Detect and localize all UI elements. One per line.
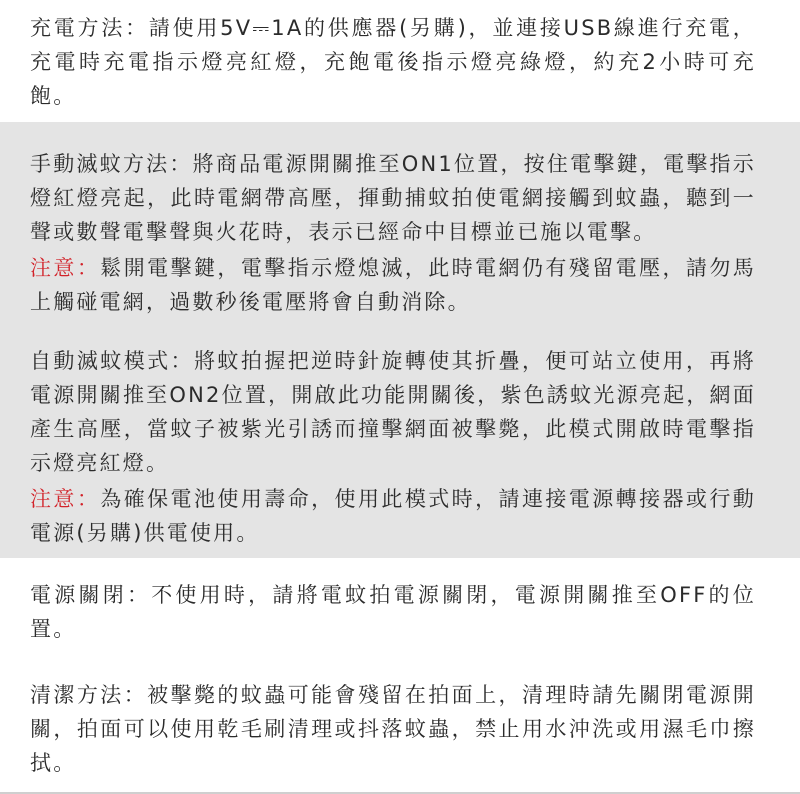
note-text: 鬆開電擊鍵，電擊指示燈熄滅，此時電網仍有殘留電壓，請勿馬上觸碰電網，過數秒後電壓將會自動消除。 bbox=[30, 256, 756, 314]
auto-mode-section bbox=[0, 340, 800, 558]
manual-mode-section bbox=[0, 122, 800, 340]
note-label: 注意： bbox=[30, 487, 101, 511]
cleaning-instructions: 清潔方法：被擊斃的蚊蟲可能會殘留在拍面上，清理時請先關閉電源開關，拍面可以使用乾毛刷清理或抖落蚊蟲，禁止用水沖洗或用濕毛巾擦拭。 bbox=[30, 683, 756, 775]
auto-mode-instructions: 自動滅蚊模式：將蚊拍握把逆時針旋轉使其折疊，便可站立使用，再將電源開關推至ON2位置，開啟此功能開關後，紫色誘蚊光源亮起，網面產生高壓，當蚊子被紫光引誘而撞擊網面被擊斃，此模式開啟時電擊指示燈亮紅燈。 bbox=[30, 349, 756, 475]
note-label: 注意： bbox=[30, 256, 101, 280]
auto-mode-note bbox=[30, 482, 756, 550]
note-text: 為確保電池使用壽命，使用此模式時，請連接電源轉接器或行動電源(另購)供電使用。 bbox=[30, 487, 756, 545]
charging-instructions: 充電方法：請使用5V⎓1A的供應器(另購)，並連接USB線進行充電，充電時充電指示燈亮紅燈，充飽電後指示燈亮綠燈，約充2小時可充飽。 bbox=[30, 16, 756, 108]
cleaning-section bbox=[0, 676, 800, 794]
power-off-instructions: 電源關閉：不使用時，請將電蚊拍電源關閉，電源開關推至OFF的位置。 bbox=[30, 583, 756, 641]
power-off-section bbox=[0, 558, 800, 676]
manual-mode-instructions: 手動滅蚊方法：將商品電源開關推至ON1位置，按住電擊鍵，電擊指示燈紅燈亮起，此時電網帶高壓，揮動捕蚊拍使電網接觸到蚊蟲，聽到一聲或數聲電擊聲與火花時，表示已經命中目標並已施以電擊。 bbox=[30, 152, 756, 244]
manual-mode-note bbox=[30, 251, 756, 319]
charging-section bbox=[0, 0, 800, 122]
